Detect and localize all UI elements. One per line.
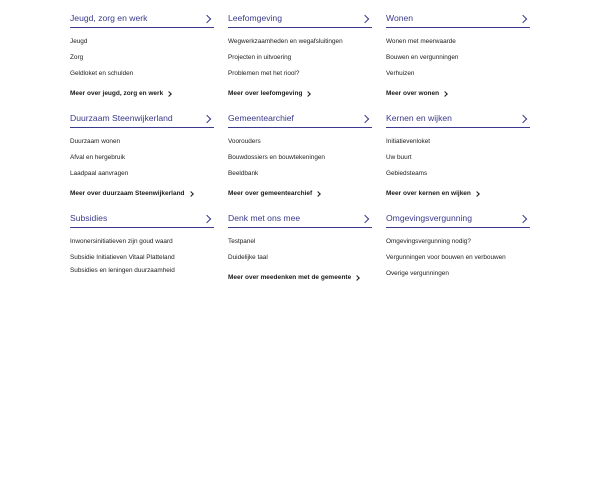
list-item bbox=[228, 66, 372, 82]
chevron-right-icon bbox=[188, 191, 194, 197]
list-item bbox=[70, 50, 214, 66]
link-zorg[interactable]: Zorg bbox=[70, 54, 84, 61]
card-title: Subsidies bbox=[70, 213, 108, 223]
list-item bbox=[386, 50, 530, 66]
card-duurzaam bbox=[70, 100, 214, 200]
chevron-right-icon bbox=[203, 114, 211, 122]
card-subsidies bbox=[70, 200, 214, 281]
more-link[interactable] bbox=[228, 90, 310, 97]
link-list bbox=[70, 34, 214, 82]
more-link[interactable] bbox=[228, 190, 320, 197]
list-item bbox=[386, 250, 530, 266]
link-list bbox=[228, 34, 372, 82]
card-title: Duurzaam Steenwijkerland bbox=[70, 113, 173, 123]
link-subsidies-leningen[interactable]: Subsidies en leningen duurzaamheid bbox=[70, 267, 175, 274]
link-list bbox=[386, 134, 530, 182]
list-item bbox=[70, 250, 214, 266]
link-list bbox=[70, 134, 214, 182]
link-overige-vergunningen[interactable]: Overige vergunningen bbox=[386, 270, 449, 277]
link-jeugd[interactable]: Jeugd bbox=[70, 38, 88, 45]
link-initiatievenloket[interactable]: Initiatievenloket bbox=[386, 138, 431, 145]
card-heading-link[interactable] bbox=[228, 111, 372, 128]
link-list bbox=[386, 234, 530, 281]
list-item bbox=[228, 234, 372, 250]
list-item bbox=[228, 134, 372, 150]
link-list bbox=[386, 34, 530, 82]
card-gemeentearchief bbox=[228, 100, 372, 200]
more-link[interactable] bbox=[386, 90, 447, 97]
card-title: Wonen bbox=[386, 13, 414, 23]
more-link-label: Meer over kernen en wijken bbox=[386, 190, 471, 197]
card-jeugd-zorg-werk bbox=[70, 0, 214, 100]
link-list bbox=[70, 234, 214, 281]
list-item bbox=[228, 150, 372, 166]
link-list bbox=[228, 134, 372, 182]
link-projecten[interactable]: Projecten in uitvoering bbox=[228, 54, 292, 61]
link-geldloket[interactable]: Geldloket en schulden bbox=[70, 70, 134, 77]
more-link[interactable] bbox=[70, 90, 171, 97]
topic-grid bbox=[70, 0, 540, 281]
link-wonen-meerwaarde[interactable]: Wonen met meerwaarde bbox=[386, 38, 456, 45]
list-item bbox=[70, 166, 214, 182]
list-item bbox=[70, 66, 214, 82]
list-item bbox=[70, 134, 214, 150]
more-link-label: Meer over wonen bbox=[386, 90, 440, 97]
list-item bbox=[228, 250, 372, 266]
link-gebiedsteams[interactable]: Gebiedsteams bbox=[386, 170, 428, 177]
list-item bbox=[386, 34, 530, 50]
list-item bbox=[228, 50, 372, 66]
chevron-right-icon bbox=[166, 91, 172, 97]
chevron-right-icon bbox=[474, 191, 480, 197]
card-heading-link[interactable] bbox=[228, 11, 372, 28]
card-kernen-wijken bbox=[386, 100, 530, 200]
more-link-label: Meer over jeugd, zorg en werk bbox=[70, 90, 164, 97]
card-leefomgeving bbox=[228, 0, 372, 100]
chevron-right-icon bbox=[361, 14, 369, 22]
more-link-label: Meer over meedenken met de gemeente bbox=[228, 274, 352, 281]
list-item bbox=[70, 150, 214, 166]
link-uw-buurt[interactable]: Uw buurt bbox=[386, 154, 412, 161]
chevron-right-icon bbox=[354, 275, 360, 281]
card-title: Omgevingsvergunning bbox=[386, 213, 472, 223]
link-testpanel[interactable]: Testpanel bbox=[228, 238, 256, 245]
link-riool[interactable]: Problemen met het riool? bbox=[228, 70, 300, 77]
chevron-right-icon bbox=[442, 91, 448, 97]
card-heading-link[interactable] bbox=[386, 11, 530, 28]
card-title: Kernen en wijken bbox=[386, 113, 452, 123]
card-heading-link[interactable] bbox=[70, 211, 214, 228]
link-bouwdossiers[interactable]: Bouwdossiers en bouwtekeningen bbox=[228, 154, 325, 161]
list-item bbox=[228, 166, 372, 182]
link-verhuizen[interactable]: Verhuizen bbox=[386, 70, 415, 77]
card-heading-link[interactable] bbox=[70, 111, 214, 128]
card-title: Leefomgeving bbox=[228, 13, 282, 23]
link-bouwen[interactable]: Bouwen en vergunningen bbox=[386, 54, 459, 61]
list-item bbox=[70, 34, 214, 50]
card-heading-link[interactable] bbox=[70, 11, 214, 28]
chevron-right-icon bbox=[203, 214, 211, 222]
link-afval[interactable]: Afval en hergebruik bbox=[70, 154, 126, 161]
chevron-right-icon bbox=[315, 191, 321, 197]
chevron-right-icon bbox=[361, 214, 369, 222]
list-item bbox=[70, 234, 214, 250]
chevron-right-icon bbox=[203, 14, 211, 22]
list-item bbox=[386, 150, 530, 166]
list-item bbox=[386, 66, 530, 82]
link-duidelijke-taal[interactable]: Duidelijke taal bbox=[228, 254, 268, 261]
link-inwonersinitiatieven[interactable]: Inwonersinitiatieven zijn goud waard bbox=[70, 238, 173, 245]
card-title: Gemeentearchief bbox=[228, 113, 294, 123]
chevron-right-icon bbox=[519, 214, 527, 222]
card-wonen bbox=[386, 0, 530, 100]
list-item bbox=[386, 166, 530, 182]
card-heading-link[interactable] bbox=[386, 111, 530, 128]
chevron-right-icon bbox=[519, 114, 527, 122]
link-laadpaal[interactable]: Laadpaal aanvragen bbox=[70, 170, 129, 177]
more-link[interactable] bbox=[228, 274, 359, 281]
chevron-right-icon bbox=[306, 91, 312, 97]
link-vergunningen-bouwen[interactable]: Vergunningen voor bouwen en verbouwen bbox=[386, 254, 506, 261]
chevron-right-icon bbox=[519, 14, 527, 22]
card-denk-mee bbox=[228, 200, 372, 281]
list-item bbox=[386, 134, 530, 150]
list-item bbox=[70, 266, 214, 281]
list-item bbox=[386, 234, 530, 250]
link-subsidie-vitaal-platteland[interactable]: Subsidie Initiatieven Vitaal Platteland bbox=[70, 254, 175, 261]
card-title: Jeugd, zorg en werk bbox=[70, 13, 148, 23]
link-duurzaam-wonen[interactable]: Duurzaam wonen bbox=[70, 138, 121, 145]
list-item bbox=[228, 34, 372, 50]
link-list bbox=[228, 234, 372, 266]
card-omgevingsvergunning bbox=[386, 200, 530, 281]
more-link[interactable] bbox=[386, 190, 479, 197]
card-title: Denk met ons mee bbox=[228, 213, 301, 223]
link-beeldbank[interactable]: Beeldbank bbox=[228, 170, 259, 177]
more-link-label: Meer over leefomgeving bbox=[228, 90, 303, 97]
list-item bbox=[386, 266, 530, 281]
link-wegwerkzaamheden[interactable]: Wegwerkzaamheden en wegafsluitingen bbox=[228, 38, 343, 45]
card-heading-link[interactable] bbox=[228, 211, 372, 228]
card-heading-link[interactable] bbox=[386, 211, 530, 228]
link-voorouders[interactable]: Voorouders bbox=[228, 138, 261, 145]
more-link-label: Meer over gemeentearchief bbox=[228, 190, 313, 197]
chevron-right-icon bbox=[361, 114, 369, 122]
link-omgevingsvergunning-nodig[interactable]: Omgevingsvergunning nodig? bbox=[386, 238, 471, 245]
more-link-label: Meer over duurzaam Steenwijkerland bbox=[70, 190, 185, 197]
more-link[interactable] bbox=[70, 190, 193, 197]
